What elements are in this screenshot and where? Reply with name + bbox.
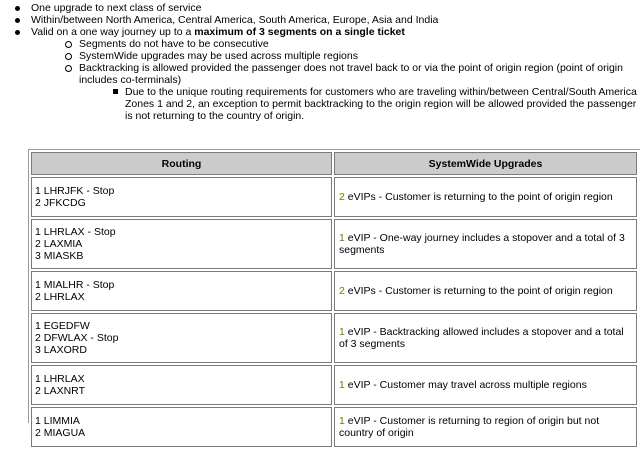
upgrade-rules-list [14,2,640,122]
backtracking-exception: Due to the unique routing requirements for customers who are traveling within/between Central/South America Zones 1 and 2, an exception to permit backtracking to the origin region will be allowed provided the passenger is not returning to the country of origin. [113,86,640,122]
upgrade-cell: 1 eVIP - Backtracking allowed includes a stopover and a total of 3 segments [334,313,637,363]
backtracking-exception-list [113,86,640,122]
routing-upgrades-table [29,150,639,449]
routing-cell: 1 LIMMIA 2 MIAGUA [31,407,332,447]
sub-rule-consecutive: Segments do not have to be consecutive [65,38,640,50]
rule-regions: Within/between North America, Central America, South America, Europe, Asia and India [14,14,640,26]
sub-rule-backtracking: Backtracking is allowed provided the passenger does not travel back to or via the point of origin region (point of origin includes co-terminals) Due to the unique routing requirements for customers who are traveling within/between Central/South America Zones 1 and 2, an exception to permit backtracking to the origin region will be allowed provided the passenger is not returning to the country of origin. [65,62,640,122]
table-row [31,407,637,447]
header-routing: Routing [31,152,332,175]
table-row [31,313,637,363]
upgrade-cell: 1 eVIP - Customer is returning to region of origin but not country of origin [334,407,637,447]
table-row [31,365,637,405]
routing-cell: 1 LHRLAX - Stop 2 LAXMIA 3 MIASKB [31,219,332,269]
routing-cell: 1 MIALHR - Stop 2 LHRLAX [31,271,332,311]
table-row [31,271,637,311]
rule-segment-limit: Valid on a one way journey up to a maximum of 3 segments on a single ticket Segments do not have to be consecutive SystemWide upgrades may be used across multiple regions Backtracking is allowed provided the passenger does not travel back to or via the point of origin region (point of origin includes co-terminals) Due to the unique routing requirements for customers who are traveling within/between Central/South America Zones 1 and 2, an exception to permit backtracking to the origin region will be allowed provided the passenger is not returning to the country of origin. [14,26,640,122]
sub-rule-multiple-regions: SystemWide upgrades may be used across multiple regions [65,50,640,62]
upgrade-cell: 2 eVIPs - Customer is returning to the point of origin region [334,177,637,217]
routing-cell: 1 LHRJFK - Stop 2 JFKCDG [31,177,332,217]
rule-one-upgrade: One upgrade to next class of service [14,2,640,14]
upgrade-cell: 2 eVIPs - Customer is returning to the point of origin region [334,271,637,311]
table-header-row [31,152,637,175]
routing-table-frame [28,149,640,439]
segment-limit-emphasis: maximum of 3 segments on a single ticket [194,26,405,38]
upgrade-cell: 1 eVIP - Customer may travel across multiple regions [334,365,637,405]
segment-sub-rules [65,38,640,122]
routing-cell: 1 LHRLAX 2 LAXNRT [31,365,332,405]
table-row [31,219,637,269]
upgrade-cell: 1 eVIP - One-way journey includes a stopover and a total of 3 segments [334,219,637,269]
table-row [31,177,637,217]
header-systemwide-upgrades: SystemWide Upgrades [334,152,637,175]
routing-cell: 1 EGEDFW 2 DFWLAX - Stop 3 LAXORD [31,313,332,363]
